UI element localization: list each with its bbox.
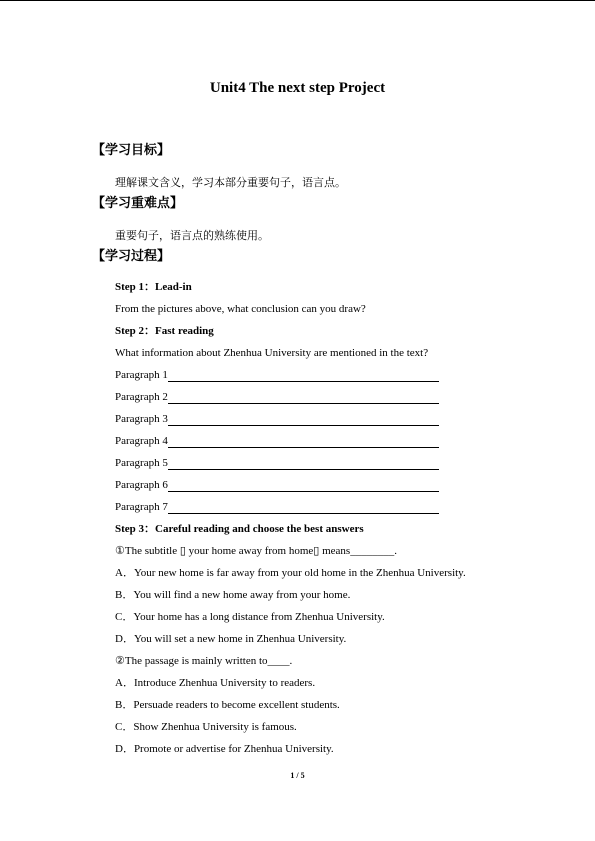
paragraph-line-5 (115, 456, 439, 470)
step1-label: Step 1：Lead-in (115, 281, 192, 293)
paragraph-line-4 (115, 434, 439, 448)
paragraph-label: Paragraph 1 (115, 369, 168, 381)
question-2-option-c: C．Show Zhenhua University is famous. (115, 721, 297, 733)
goals-heading: 【学习目标】 (92, 143, 171, 158)
step1-text: From the pictures above, what conclusion can you draw? (115, 303, 366, 315)
paragraph-line-7 (115, 500, 439, 514)
page-number: 1 / 5 (290, 771, 305, 780)
step2-label: Step 2：Fast reading (115, 325, 214, 337)
paragraph-label: Paragraph 7 (115, 501, 168, 513)
answer-blank[interactable] (168, 370, 439, 382)
step2-text: What information about Zhenhua University are mentioned in the text? (115, 347, 429, 359)
question-1-option-d: D．You will set a new home in Zhenhua University. (115, 633, 347, 645)
paragraph-label: Paragraph 3 (115, 413, 168, 425)
paragraph-label: Paragraph 6 (115, 479, 168, 491)
paragraph-line-2 (115, 390, 439, 404)
key-points-text: 重要句子，语言点的熟练使用。 (115, 229, 269, 242)
question-2-option-b: B．Persuade readers to become excellent students. (115, 699, 340, 711)
paragraph-line-1 (115, 368, 439, 382)
goals-text: 理解课文含义，学习本部分重要句子，语言点。 (115, 176, 346, 189)
question-1-stem: ①The subtitle ▯ your home away from home▯ means________. (115, 545, 397, 557)
paragraph-line-6 (115, 478, 439, 492)
question-2-option-a: A．Introduce Zhenhua University to readers. (115, 677, 316, 689)
paragraph-line-3 (115, 412, 439, 426)
answer-blank[interactable] (168, 392, 439, 404)
answer-blank[interactable] (168, 502, 439, 514)
paragraph-label: Paragraph 5 (115, 457, 168, 469)
paragraph-label: Paragraph 4 (115, 435, 168, 447)
answer-blank[interactable] (168, 414, 439, 426)
answer-blank[interactable] (168, 480, 439, 492)
question-2-stem: ②The passage is mainly written to____. (115, 655, 293, 667)
step3-label: Step 3：Careful reading and choose the best answers (115, 523, 364, 535)
answer-blank[interactable] (168, 436, 439, 448)
question-1-option-a: A．Your new home is far away from your old home in the Zhenhua University. (115, 567, 466, 579)
process-heading: 【学习过程】 (92, 249, 171, 264)
question-1-option-b: B．You will find a new home away from your home. (115, 589, 351, 601)
top-rule (0, 0, 595, 1)
answer-blank[interactable] (168, 458, 439, 470)
page-title: Unit4 The next step Project (209, 80, 386, 96)
question-2-option-d: D．Promote or advertise for Zhenhua University. (115, 743, 334, 755)
question-1-option-c: C．Your home has a long distance from Zhenhua University. (115, 611, 385, 623)
paragraph-label: Paragraph 2 (115, 391, 168, 403)
key-points-heading: 【学习重难点】 (92, 196, 184, 211)
